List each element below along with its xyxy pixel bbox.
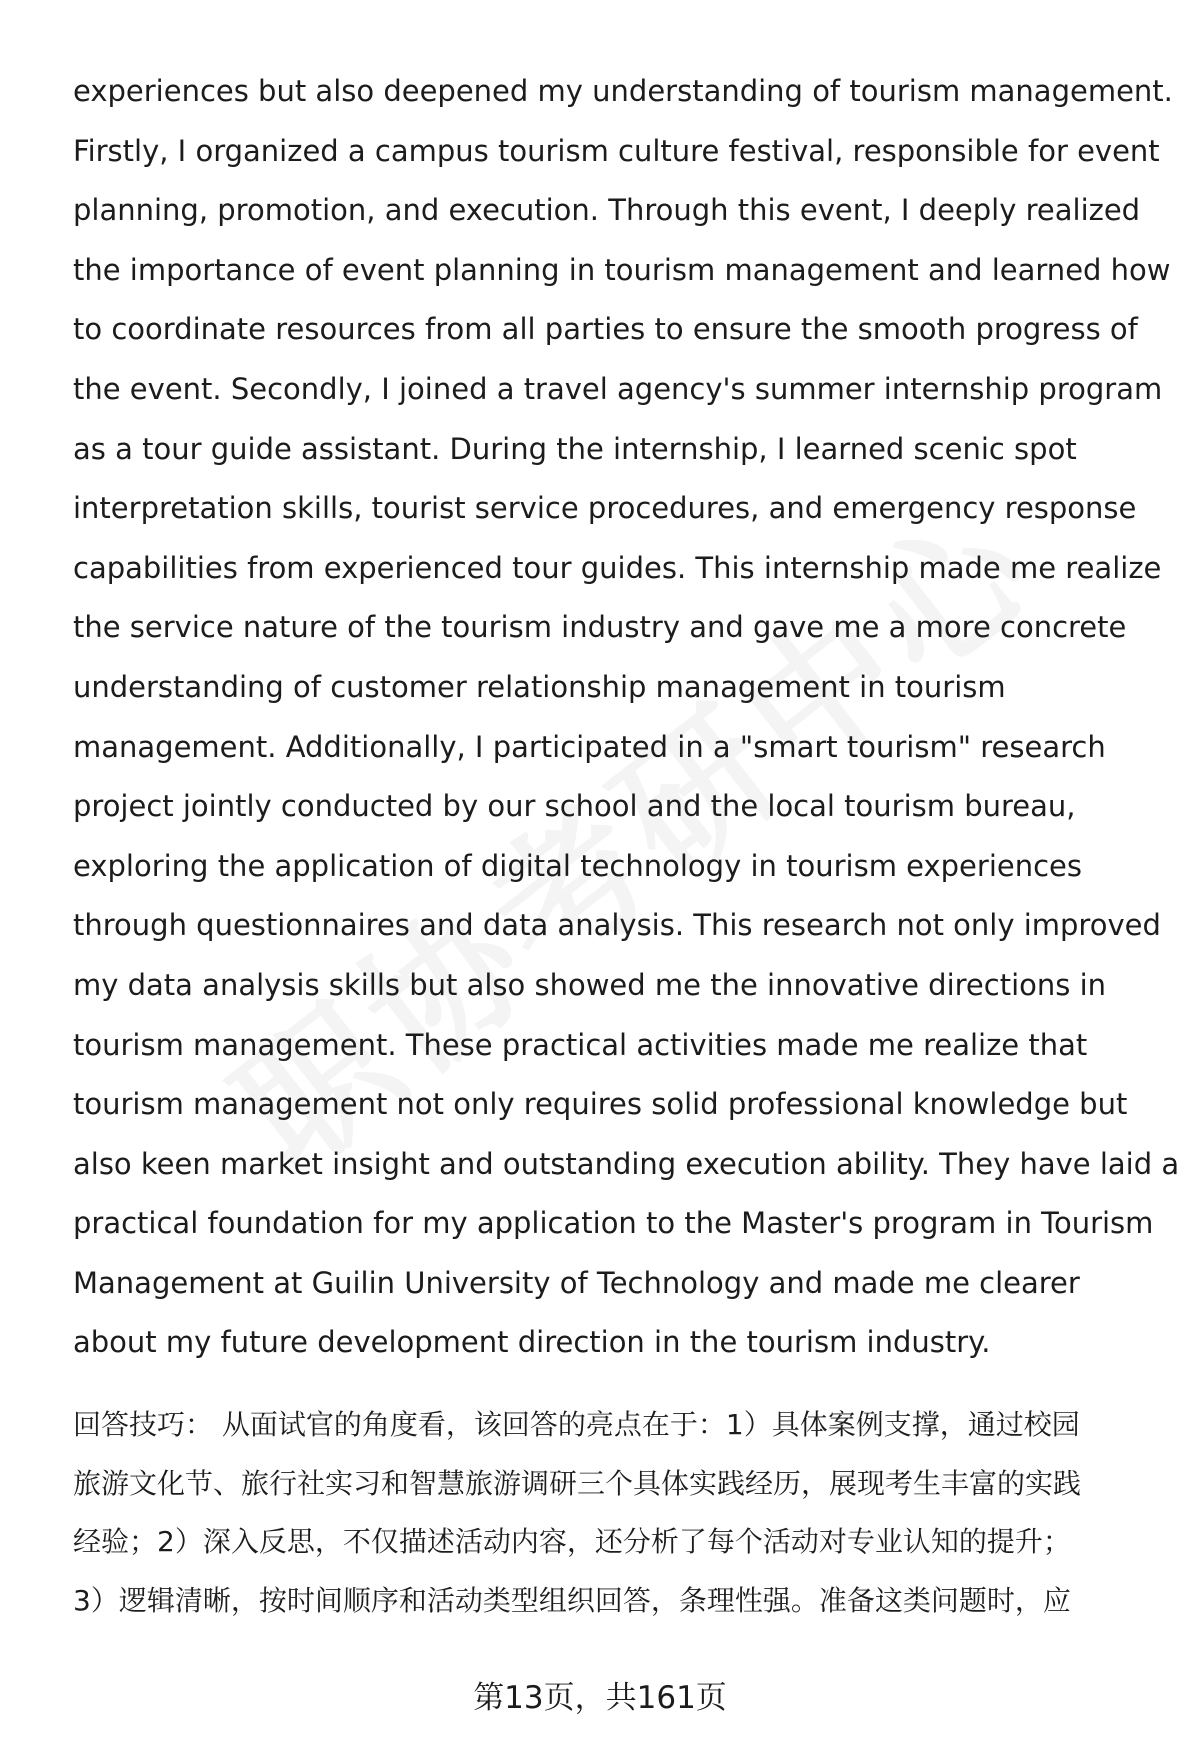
paragraph-line: the service nature of the tourism industry and gave me a more concrete: [73, 610, 1127, 645]
paragraph-line: experiences but also deepened my understanding of tourism management.: [73, 74, 1173, 108]
paragraph-line: as a tour guide assistant. During the internship, I learned scenic spot: [73, 431, 1077, 466]
paragraph-line: exploring the application of digital technology in tourism experiences: [73, 848, 1082, 883]
paragraph-line: my data analysis skills but also showed me the innovative directions in: [73, 967, 1107, 1002]
tips-line: 旅游文化节、旅行社实习和智慧旅游调研三个具体实践经历，展现考生丰富的实践: [73, 1466, 1082, 1500]
tips-line: 经验；2）深入反思，不仅描述活动内容，还分析了每个活动对专业认知的提升；: [73, 1525, 1071, 1558]
paragraph-line: through questionnaires and data analysis. This research not only improved: [73, 908, 1161, 943]
paragraph-line: about my future development direction in the tourism industry.: [73, 1325, 991, 1360]
paragraph-line: interpretation skills, tourist service procedures, and emergency response: [73, 491, 1137, 526]
paragraph-line: planning, promotion, and execution. Through this event, I deeply realized: [73, 193, 1141, 228]
tips-line: 回答技巧： 从面试官的角度看，该回答的亮点在于：1）具体案例支撑，通过校园: [73, 1408, 1080, 1441]
tips-line: 3）逻辑清晰，按时间顺序和活动类型组织回答，条理性强。准备这类问题时，应: [73, 1583, 1071, 1617]
paragraph-line: practical foundation for my application to the Master's program in Tourism: [73, 1206, 1154, 1241]
paragraph-line: Management at Guilin University of Technology and made me clearer: [73, 1265, 1080, 1300]
paragraph-line: capabilities from experienced tour guides. This internship made me realize: [73, 550, 1162, 585]
paragraph-line: to coordinate resources from all parties to ensure the smooth progress of: [73, 312, 1138, 347]
paragraph-line: Firstly, I organized a campus tourism culture festival, responsible for event: [73, 133, 1160, 168]
paragraph-line: management. Additionally, I participated in a "smart tourism" research: [73, 729, 1106, 764]
paragraph-line: the event. Secondly, I joined a travel agency's summer internship program: [73, 371, 1163, 406]
answer-tips: [73, 1396, 1163, 1630]
paragraph-line: tourism management. These practical activities made me realize that: [73, 1027, 1088, 1062]
paragraph-line: tourism management not only requires solid professional knowledge but: [73, 1087, 1128, 1122]
answer-paragraph: [73, 62, 1180, 1373]
paragraph-line: understanding of customer relationship management in tourism: [73, 669, 1006, 704]
paragraph-line: project jointly conducted by our school and the local tourism bureau,: [73, 789, 1076, 824]
paragraph-line: the importance of event planning in tourism management and learned how: [73, 252, 1171, 287]
paragraph-line: also keen market insight and outstanding execution ability. They have laid a: [73, 1146, 1180, 1181]
page-number: 第13页，共161页: [473, 1680, 727, 1716]
